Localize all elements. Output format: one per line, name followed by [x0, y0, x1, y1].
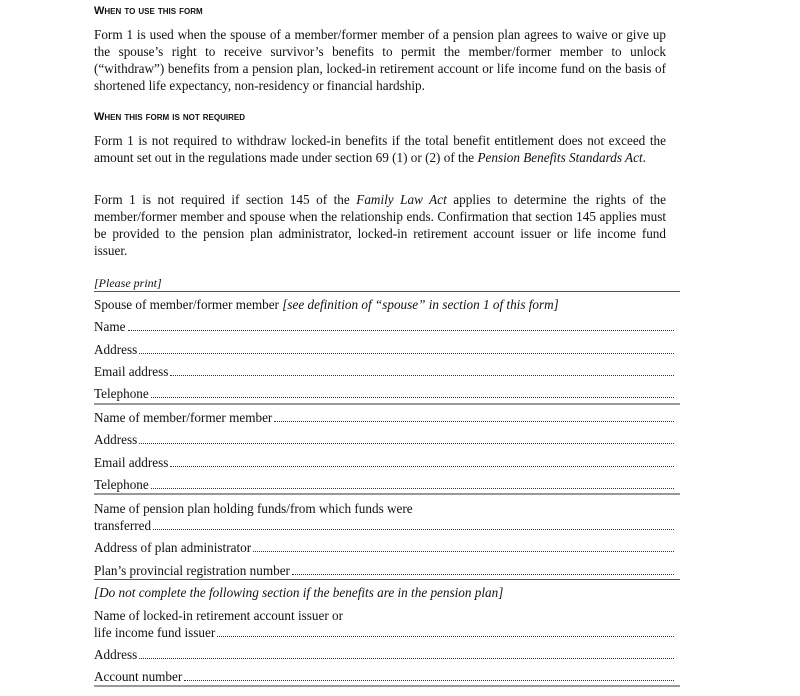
field-label: Address of plan administrator	[94, 540, 252, 555]
spouse-name-field[interactable]	[94, 318, 674, 335]
fill-line[interactable]	[139, 443, 674, 444]
title-note: [see definition of “spouse” in section 1 of this form]	[282, 297, 559, 312]
field-label: Address	[94, 432, 138, 447]
act-title: Pension Benefits Standards Act	[477, 150, 643, 165]
title-text: Spouse of member/former member	[94, 297, 283, 312]
member-telephone-field[interactable]	[94, 476, 674, 493]
account-number-field[interactable]	[94, 668, 674, 685]
field-label: life income fund issuer	[94, 625, 216, 640]
text: .	[642, 150, 646, 165]
divider	[94, 403, 680, 405]
fill-line[interactable]	[151, 488, 674, 489]
fill-line[interactable]	[139, 353, 674, 354]
fill-line[interactable]	[217, 636, 674, 637]
plan-name-label: Name of pension plan holding funds/from which funds were	[94, 501, 413, 516]
field-label: Email address	[94, 455, 169, 470]
issuer-section-note: [Do not complete the following section if the benefits are in the pension plan]	[94, 585, 504, 600]
field-label: transferred	[94, 518, 152, 533]
fill-line[interactable]	[151, 397, 674, 398]
paragraph-when-to-use: Form 1 is used when the spouse of a member/former member of a pension plan agrees to waive or give up the spouse’s right to receive survivor’s benefits to permit the member/former member to unlock (“withdraw”) benefits from a pension plan, locked-in retirement account or life income fund on the basis of shortened life expectancy, non-residency or financial hardship.	[94, 27, 666, 93]
field-label: Address	[94, 647, 138, 662]
field-label: Telephone	[94, 386, 149, 401]
plan-registration-number-field[interactable]	[94, 562, 674, 579]
member-address-field[interactable]	[94, 431, 674, 448]
field-label: Name	[94, 319, 126, 334]
text: Form 1 is not required to withdraw locked-in benefits if the total benefit entitlement does not exceed the amount set out in the regulations made under section 69 (1) or (2) of the	[94, 133, 666, 165]
field-label: Plan’s provincial registration number	[94, 563, 290, 578]
member-name-field[interactable]	[94, 409, 674, 426]
paragraph-not-required-2	[94, 191, 666, 259]
spouse-section-title	[94, 296, 559, 313]
fill-line[interactable]	[139, 658, 674, 659]
divider	[94, 579, 680, 580]
paragraph-not-required-1	[94, 132, 666, 166]
act-title: Family Law Act	[356, 192, 447, 207]
plan-administrator-address-field[interactable]	[94, 539, 674, 556]
field-label: Telephone	[94, 477, 149, 492]
text: applies to determine the rights of the member/former member and spouse when the relationship ends. Confirmation that section 145 applies must be provided to the pension plan administrator, locked-in retirement account issuer or life income fund issuer.	[94, 192, 666, 258]
divider	[94, 493, 680, 495]
fill-line[interactable]	[170, 466, 674, 467]
fill-line[interactable]	[253, 551, 674, 552]
fill-line[interactable]	[128, 330, 675, 331]
spouse-address-field[interactable]	[94, 341, 674, 358]
fill-line[interactable]	[153, 529, 674, 530]
field-label: Account number	[94, 669, 183, 684]
divider	[94, 291, 680, 292]
plan-name-field[interactable]	[94, 517, 674, 534]
field-label: Name of member/former member	[94, 410, 273, 425]
fill-line[interactable]	[292, 574, 674, 575]
member-email-field[interactable]	[94, 454, 674, 471]
text: Form 1 is not required if section 145 of the	[94, 192, 357, 207]
field-label: Email address	[94, 364, 169, 379]
fill-line[interactable]	[170, 375, 674, 376]
spouse-telephone-field[interactable]	[94, 385, 674, 402]
issuer-name-field[interactable]	[94, 624, 674, 641]
fill-line[interactable]	[274, 421, 674, 422]
please-print-note: [Please print]	[94, 276, 162, 290]
issuer-name-label: Name of locked-in retirement account issuer or	[94, 608, 343, 623]
heading-when-to-use: When to use this form	[94, 5, 203, 17]
fill-line[interactable]	[184, 680, 674, 681]
issuer-address-field[interactable]	[94, 646, 674, 663]
heading-when-not-required: When this form is not required	[94, 111, 245, 123]
field-label: Address	[94, 342, 138, 357]
spouse-email-field[interactable]	[94, 363, 674, 380]
divider	[94, 685, 680, 687]
